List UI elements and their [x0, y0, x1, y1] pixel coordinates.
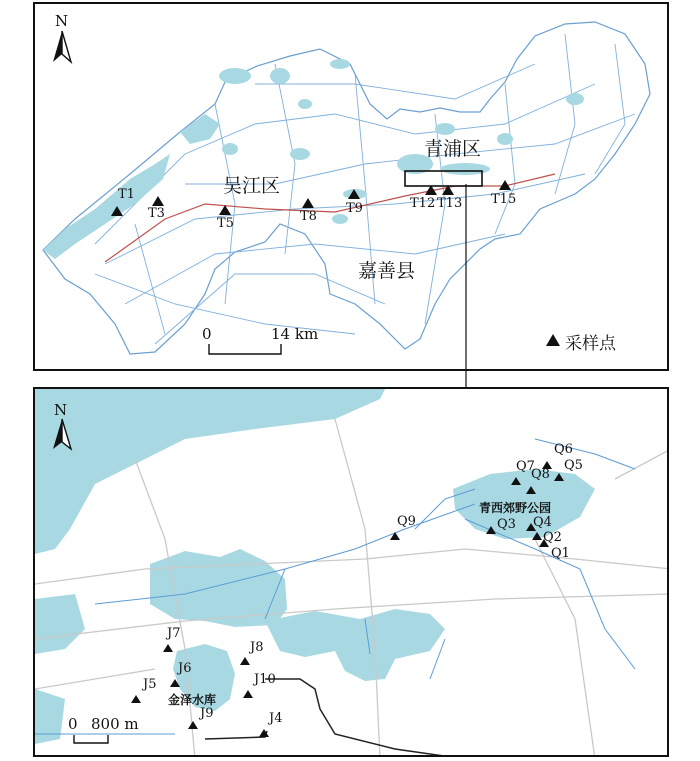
site-label-q7: Q7 [516, 459, 535, 474]
lake-southeast [265, 609, 445, 681]
detail-map [33, 387, 669, 757]
site-label-t5: T5 [217, 216, 234, 231]
site-label-t15: T15 [491, 192, 517, 207]
boundary-line-detail [265, 679, 465, 757]
site-label-j9: J9 [200, 706, 214, 721]
north-label: N [54, 401, 68, 419]
site-label-j8: J8 [250, 640, 264, 655]
site-marker-j9 [188, 721, 198, 729]
site-marker-j4 [259, 729, 269, 737]
site-label-t1: T1 [118, 187, 135, 202]
site-label-j10: J10 [254, 672, 276, 687]
site-marker-q9 [390, 532, 400, 540]
site-marker-j8 [240, 657, 250, 665]
lake-lower-left [35, 689, 65, 744]
site-label-j5: J5 [143, 677, 157, 692]
reservoir-label: 金泽水库 [168, 693, 217, 707]
detail-map-graphic [35, 389, 669, 757]
site-marker-j7 [163, 644, 173, 652]
site-label-j6: J6 [178, 661, 192, 676]
legend-label: 采样点 [565, 334, 616, 354]
region-label-qingpu: 青浦区 [424, 138, 482, 160]
north-label: N [55, 12, 69, 30]
lake-northwest [35, 389, 385, 554]
region-label-jiashan: 嘉善县 [358, 260, 416, 282]
site-label-q8: Q8 [531, 467, 550, 482]
park-label: 青西郊野公园 [479, 501, 552, 515]
site-label-q2: Q2 [543, 530, 562, 545]
site-label-t12: T12 [410, 196, 436, 211]
site-label-t3: T3 [148, 206, 165, 221]
site-label-q9: Q9 [397, 514, 416, 529]
site-marker-j10 [243, 690, 253, 698]
site-marker-j5 [131, 695, 141, 703]
site-label-t13: T13 [437, 196, 463, 211]
scale-label-end: 14 km [271, 325, 319, 343]
site-label-j7: J7 [167, 626, 181, 641]
site-label-t9: T9 [346, 201, 363, 216]
site-label-q1: Q1 [551, 546, 570, 561]
lake-west [35, 594, 85, 654]
site-label-q3: Q3 [497, 517, 516, 532]
scale-label-end: 800 m [91, 715, 139, 733]
site-label-j4: J4 [269, 711, 283, 726]
scale-bar-detail [74, 735, 108, 743]
region-label-wujiang: 吴江区 [223, 175, 281, 197]
scale-label-zero: 0 [68, 715, 78, 733]
site-label-q5: Q5 [564, 458, 583, 473]
site-label-q4: Q4 [533, 515, 552, 530]
site-label-t8: T8 [300, 209, 317, 224]
site-label-q6: Q6 [554, 442, 573, 457]
scale-label-zero: 0 [202, 325, 212, 343]
